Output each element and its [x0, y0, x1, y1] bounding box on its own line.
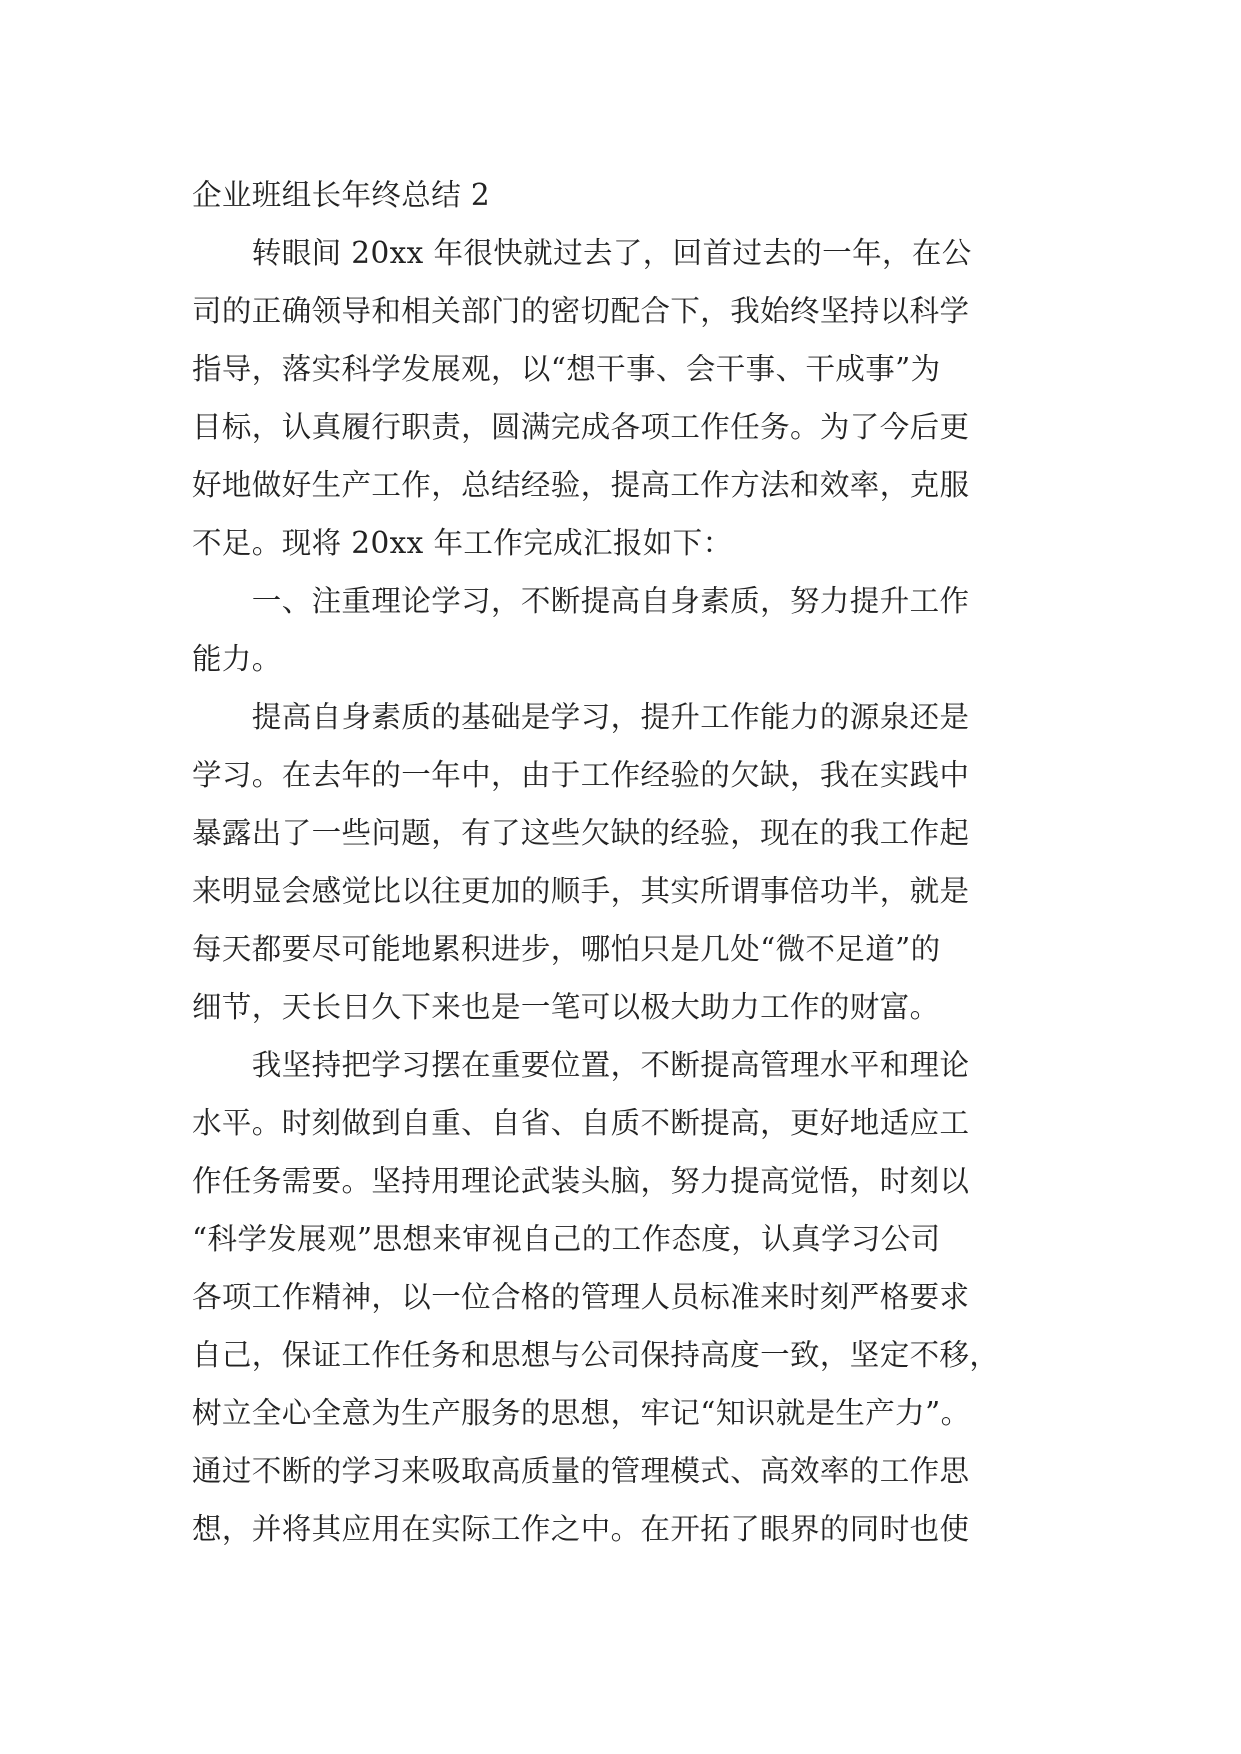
text-line: 通过不断的学习来吸取高质量的管理模式、高效率的工作思: [192, 1454, 970, 1488]
document-title: 企业班组长年终总结 2: [192, 178, 491, 212]
text-line: 水平。时刻做到自重、自省、自质不断提高，更好地适应工: [192, 1106, 970, 1140]
text-line: 暴露出了一些问题，有了这些欠缺的经验，现在的我工作起: [192, 816, 970, 850]
text-line: 司的正确领导和相关部门的密切配合下，我始终坚持以科学: [192, 294, 970, 328]
document-body: [192, 166, 1062, 1558]
text-line: 树立全心全意为生产服务的思想，牢记“知识就是生产力”。: [192, 1396, 971, 1430]
text-line: 自己，保证工作任务和思想与公司保持高度一致，坚定不移，: [192, 1338, 1000, 1372]
text-line: 学习。在去年的一年中，由于工作经验的欠缺，我在实践中: [192, 758, 970, 792]
text-line: 我坚持把学习摆在重要位置，不断提高管理水平和理论: [192, 1048, 970, 1082]
text-line: “科学发展观”思想来审视自己的工作态度，认真学习公司: [192, 1222, 941, 1256]
text-line: 好地做好生产工作，总结经验，提高工作方法和效率，克服: [192, 468, 970, 502]
paragraph-text: [192, 224, 1062, 1558]
text-line: 指导，落实科学发展观，以“想干事、会干事、干成事”为: [192, 352, 941, 386]
text-line: 来明显会感觉比以往更加的顺手，其实所谓事倍功半，就是: [192, 874, 970, 908]
text-line: 转眼间 20xx 年很快就过去了，回首过去的一年，在公: [192, 236, 972, 270]
text-line: 一、注重理论学习，不断提高自身素质，努力提升工作: [192, 584, 970, 618]
text-line: 能力。: [192, 642, 282, 676]
text-line: 提高自身素质的基础是学习，提升工作能力的源泉还是: [192, 700, 970, 734]
text-line: 想，并将其应用在实际工作之中。在开拓了眼界的同时也使: [192, 1512, 970, 1546]
text-line: 各项工作精神，以一位合格的管理人员标准来时刻严格要求: [192, 1280, 970, 1314]
text-line: 每天都要尽可能地累积进步，哪怕只是几处“微不足道”的: [192, 932, 941, 966]
text-line: 不足。现将 20xx 年工作完成汇报如下：: [192, 526, 733, 560]
text-line: 目标，认真履行职责，圆满完成各项工作任务。为了今后更: [192, 410, 970, 444]
text-line: 作任务需要。坚持用理论武装头脑，努力提高觉悟，时刻以: [192, 1164, 970, 1198]
text-line: 细节，天长日久下来也是一笔可以极大助力工作的财富。: [192, 990, 940, 1024]
